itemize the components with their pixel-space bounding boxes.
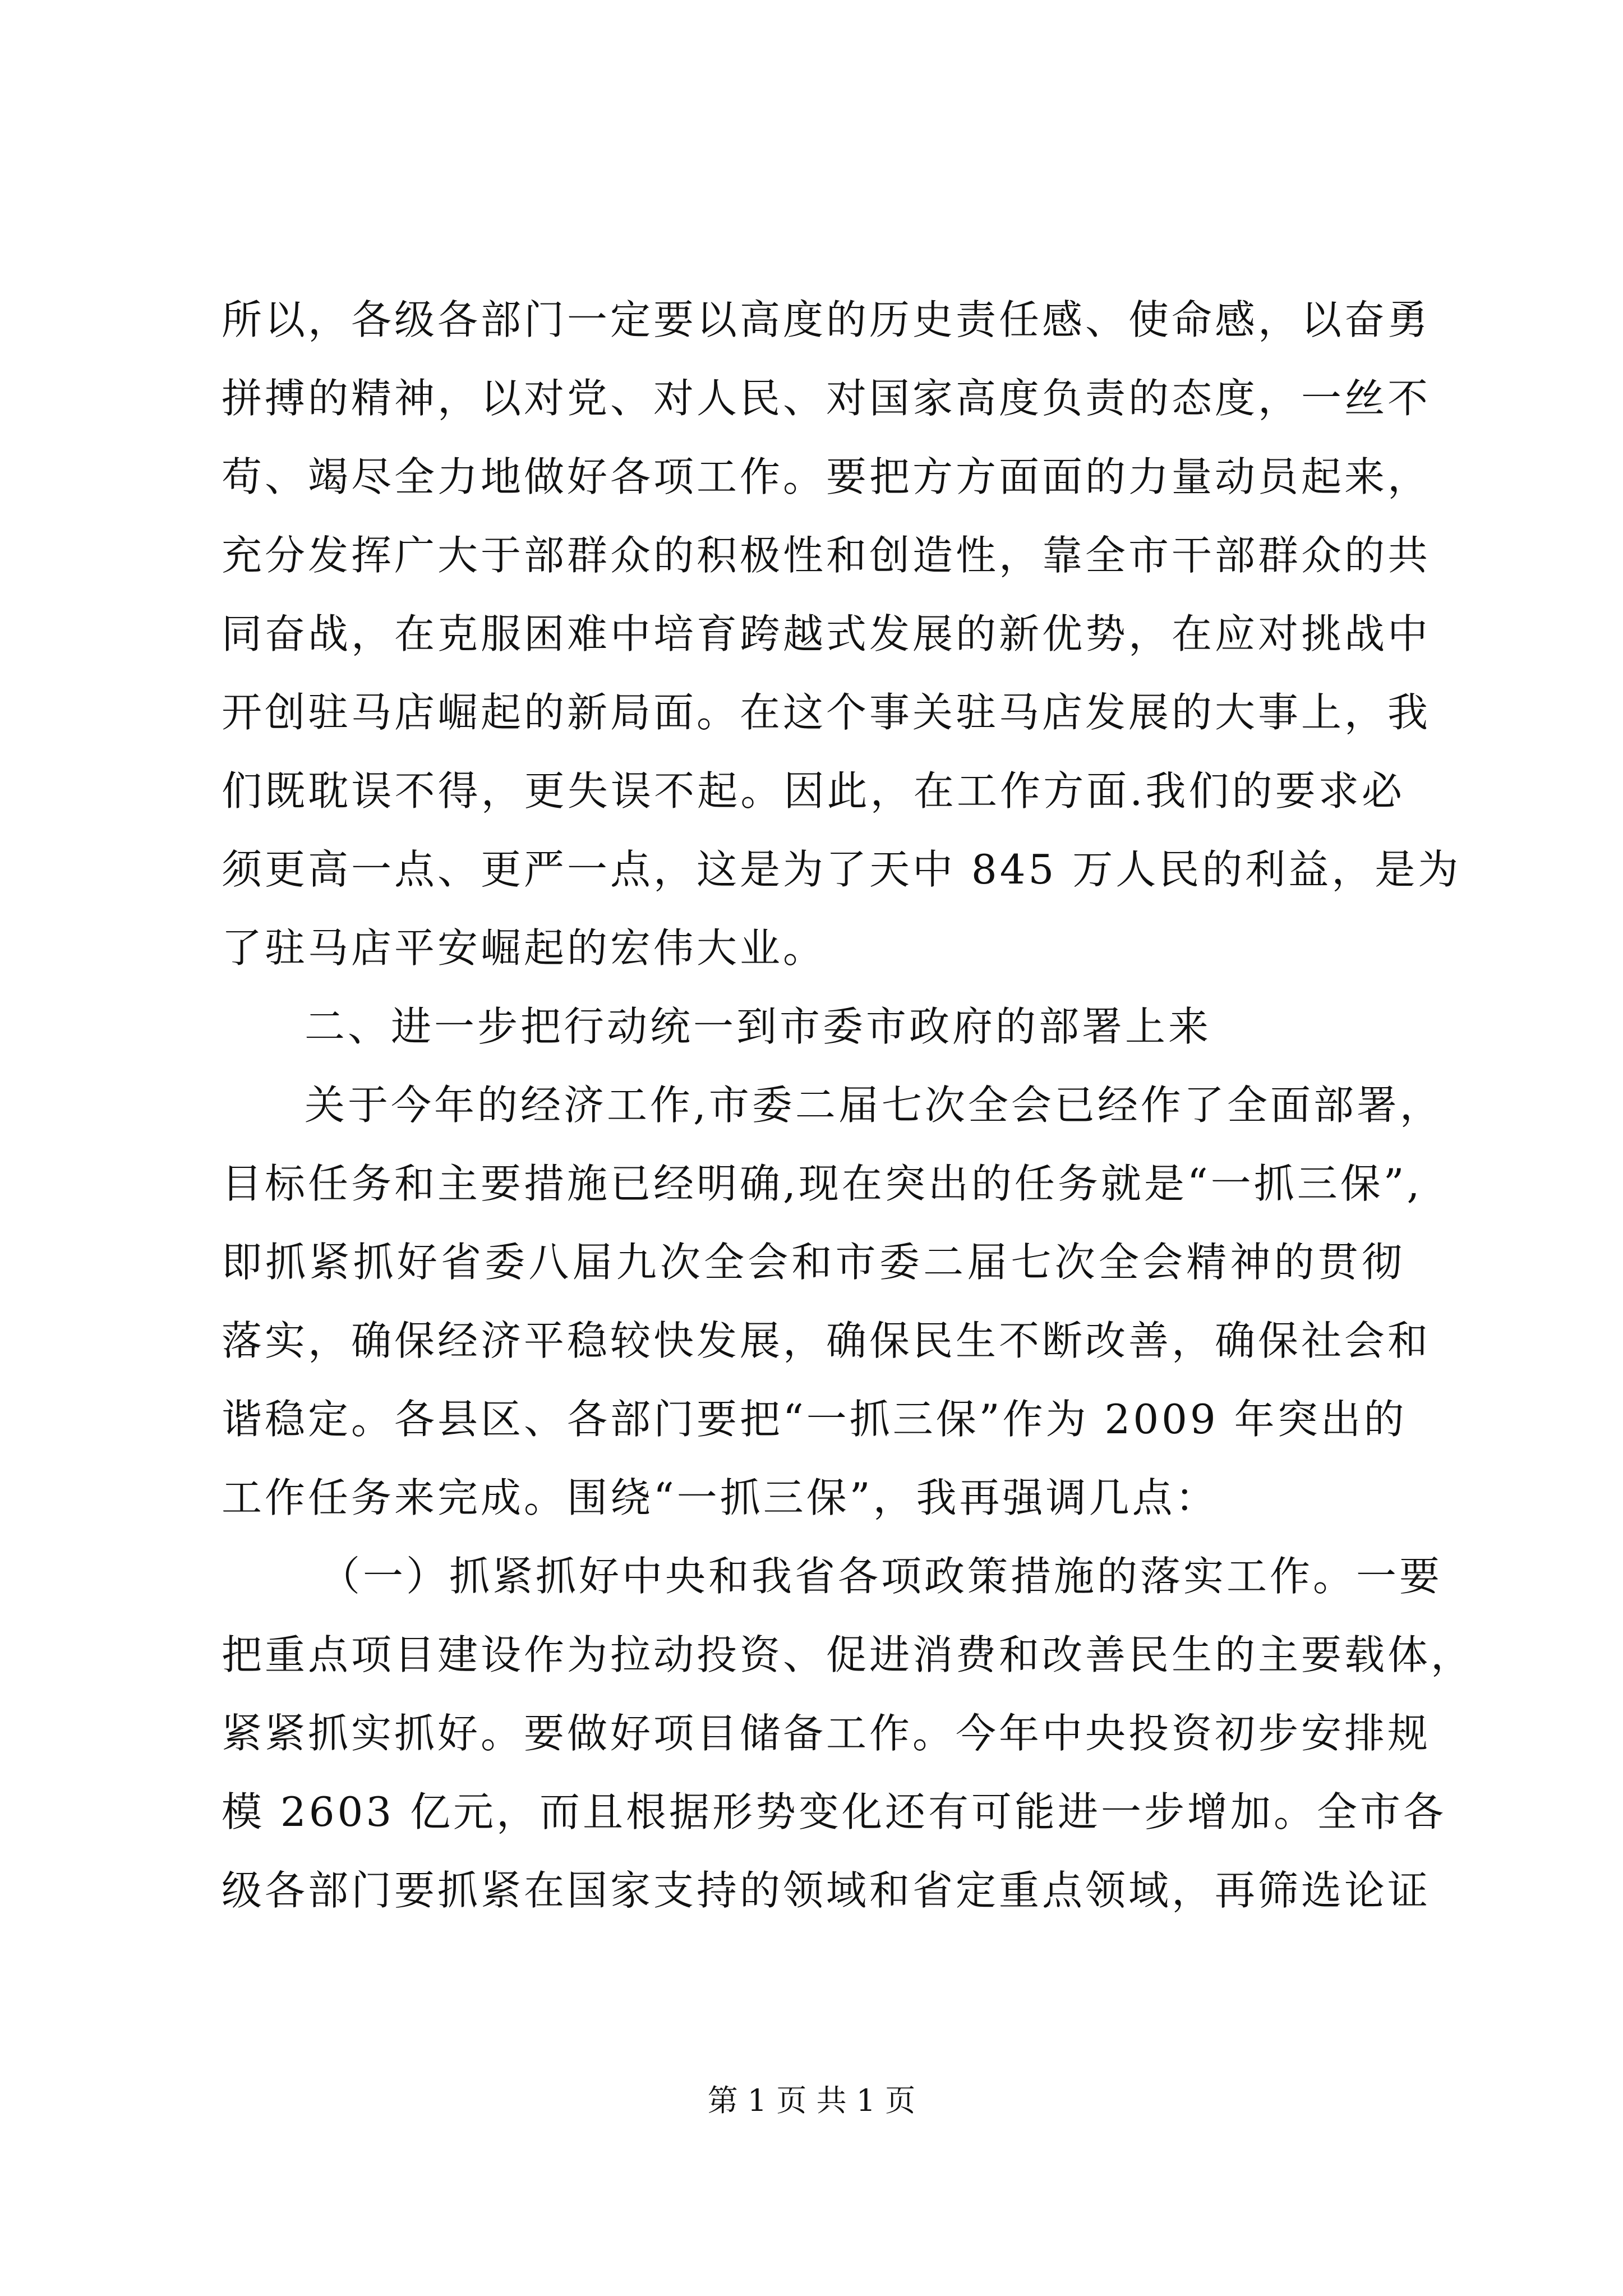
body-line: 落实，确保经济平稳较快发展，确保民生不断改善，确保社会和: [222, 1317, 1431, 1364]
body-line: 苟、竭尽全力地做好各项工作。要把方方面面的力量动员起来，: [222, 453, 1431, 500]
body-line: 了驻马店平安崛起的宏伟大业。: [222, 924, 827, 972]
section-heading: 二、进一步把行动统一到市委市政府的部署上来: [305, 1003, 1212, 1050]
body-line: 紧紧抓实抓好。要做好项目储备工作。今年中央投资初步安排规: [222, 1710, 1431, 1757]
body-line: 级各部门要抓紧在国家支持的领域和省定重点领域，再筛选论证: [222, 1867, 1431, 1914]
subsection-heading-line: （一）抓紧抓好中央和我省各项政策措施的落实工作。一要: [320, 1553, 1443, 1600]
body-line: 们既耽误不得，更失误不起。因此，在工作方面.我们的要求必: [222, 767, 1405, 815]
body-line: 目标任务和主要措施已经明确,现在突出的任务就是“一抓三保”,: [222, 1160, 1423, 1207]
body-line: 拼搏的精神，以对党、对人民、对国家高度负责的态度，一丝不: [222, 375, 1431, 422]
body-line: 工作任务来完成。围绕“一抓三保”，我再强调几点：: [222, 1474, 1219, 1521]
body-line: 所以，各级各部门一定要以高度的历史责任感、使命感，以奋勇: [222, 296, 1431, 343]
body-line: 开创驻马店崛起的新局面。在这个事关驻马店发展的大事上，我: [222, 689, 1431, 736]
body-line: 须更高一点、更严一点，这是为了天中 845 万人民的利益，是为: [222, 846, 1461, 893]
body-line: 同奋战，在克服困难中培育跨越式发展的新优势，在应对挑战中: [222, 610, 1431, 657]
body-line: 关于今年的经济工作,市委二届七次全会已经作了全面部署，: [305, 1082, 1443, 1129]
document-body: [222, 280, 1474, 1930]
body-line: 谐稳定。各县区、各部门要把“一抓三保”作为 2009 年突出的: [222, 1396, 1407, 1443]
body-line: 即抓紧抓好省委八届九次全会和市委二届七次全会精神的贯彻: [222, 1239, 1405, 1286]
page-number-footer: 第 1 页 共 1 页: [707, 2083, 916, 2118]
body-line: 把重点项目建设作为拉动投资、促进消费和改善民生的主要载体，: [222, 1631, 1474, 1678]
body-line: 充分发挥广大于部群众的积极性和创造性，靠全市干部群众的共: [222, 532, 1431, 579]
body-line: 模 2603 亿元，而且根据形势变化还有可能进一步增加。全市各: [222, 1788, 1447, 1835]
